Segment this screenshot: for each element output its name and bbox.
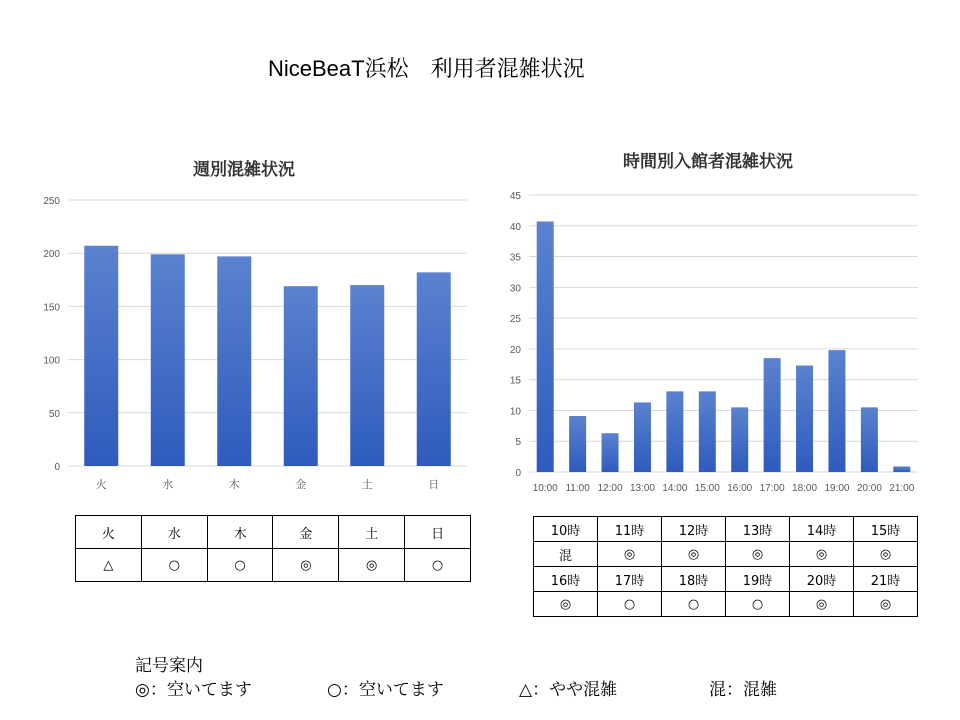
y-tick-label: 100 [43, 355, 60, 367]
day-cell: 水 [141, 516, 207, 549]
x-tick-label: 12:00 [597, 483, 623, 494]
x-tick-label: 20:00 [856, 483, 882, 494]
weekly-chart-title: 週別混雑状況 [193, 160, 295, 180]
day-cell: 土 [339, 516, 405, 549]
x-tick-label: 11:00 [565, 483, 590, 494]
symbol-legend [135, 654, 777, 702]
hour-cell: 10時 [534, 517, 598, 542]
bar [634, 402, 651, 472]
hour-cell: 14時 [790, 517, 854, 542]
legend-item: 混：混雑 [709, 680, 777, 700]
status-cell: ◎ [598, 542, 662, 567]
hourly-chart-title: 時間別入館者混雑状況 [623, 152, 793, 172]
hour-cell: 12時 [662, 517, 726, 542]
table-row [76, 549, 471, 582]
table-row [534, 567, 918, 592]
bar [699, 391, 716, 472]
status-cell: ○ [662, 592, 726, 617]
y-tick-label: 30 [509, 283, 521, 295]
bar [796, 366, 813, 472]
y-tick-label: 0 [54, 462, 60, 473]
status-cell: ◎ [790, 592, 854, 617]
status-cell: ◎ [726, 542, 790, 567]
day-cell: 木 [207, 516, 273, 549]
y-tick-label: 25 [509, 314, 521, 326]
x-tick-label: 16:00 [727, 483, 753, 494]
day-cell: 金 [273, 516, 339, 549]
bar [666, 391, 683, 472]
hour-cell: 19時 [726, 567, 790, 592]
y-tick-label: 20 [509, 344, 521, 356]
weekly-status-table [75, 515, 471, 582]
table-row [76, 516, 471, 549]
x-tick-label: 15:00 [694, 483, 720, 494]
x-tick-label: 14:00 [662, 483, 688, 494]
hour-cell: 21時 [854, 567, 918, 592]
legend-items [135, 678, 777, 702]
legend-item: ◎：空いてます [135, 680, 252, 700]
y-tick-label: 10 [509, 406, 521, 418]
hour-cell: 18時 [662, 567, 726, 592]
hour-cell: 17時 [598, 567, 662, 592]
legend-item: ○：空いてます [327, 680, 444, 700]
status-cell: ◎ [662, 542, 726, 567]
status-cell: △ [76, 549, 142, 582]
status-cell: ◎ [854, 592, 918, 617]
bar [602, 433, 619, 472]
table-row [534, 592, 918, 617]
x-tick-label: 13:00 [629, 483, 655, 494]
hour-cell: 16時 [534, 567, 598, 592]
hour-cell: 11時 [598, 517, 662, 542]
y-tick-label: 35 [509, 252, 521, 264]
bar [828, 350, 845, 472]
x-tick-label: 土 [361, 479, 373, 491]
x-tick-label: 木 [228, 479, 240, 491]
x-tick-label: 金 [295, 479, 307, 491]
y-tick-label: 0 [515, 468, 521, 479]
y-tick-label: 15 [509, 375, 521, 387]
x-tick-label: 水 [162, 479, 174, 491]
y-tick-label: 150 [43, 302, 60, 314]
day-cell: 火 [76, 516, 142, 549]
x-tick-label: 17:00 [759, 483, 785, 494]
status-cell: ○ [207, 549, 273, 582]
legend-title: 記号案内 [135, 656, 203, 676]
bar [893, 466, 910, 472]
x-tick-label: 日 [428, 479, 440, 491]
x-tick-label: 10:00 [532, 483, 558, 494]
status-cell: ◎ [854, 542, 918, 567]
x-tick-label: 21:00 [889, 483, 915, 494]
hour-cell: 20時 [790, 567, 854, 592]
status-cell: ◎ [339, 549, 405, 582]
x-tick-label: 18:00 [792, 483, 818, 494]
page-title: NiceBeaT浜松 利用者混雑状況 [268, 56, 585, 81]
bar [731, 407, 748, 472]
x-tick-label: 19:00 [824, 483, 850, 494]
status-cell: 混 [534, 542, 598, 567]
status-cell: ○ [141, 549, 207, 582]
status-cell: ○ [405, 549, 471, 582]
status-cell: ◎ [273, 549, 339, 582]
hour-cell: 13時 [726, 517, 790, 542]
x-tick-label: 火 [95, 479, 107, 491]
bar [537, 221, 554, 472]
status-cell: ◎ [534, 592, 598, 617]
y-tick-label: 200 [43, 249, 60, 261]
y-tick-label: 250 [43, 196, 60, 207]
legend-item: △：やや混雑 [519, 680, 618, 700]
y-tick-label: 50 [48, 408, 60, 420]
hour-cell: 15時 [854, 517, 918, 542]
status-cell: ◎ [790, 542, 854, 567]
bar [569, 416, 586, 472]
bar [861, 407, 878, 472]
bar [764, 358, 781, 472]
y-tick-label: 40 [509, 221, 521, 233]
table-row [534, 542, 918, 567]
y-tick-label: 5 [515, 437, 521, 449]
table-row [534, 517, 918, 542]
hourly-status-table [533, 516, 918, 617]
status-cell: ○ [598, 592, 662, 617]
status-cell: ○ [726, 592, 790, 617]
day-cell: 日 [405, 516, 471, 549]
y-tick-label: 45 [509, 191, 521, 202]
